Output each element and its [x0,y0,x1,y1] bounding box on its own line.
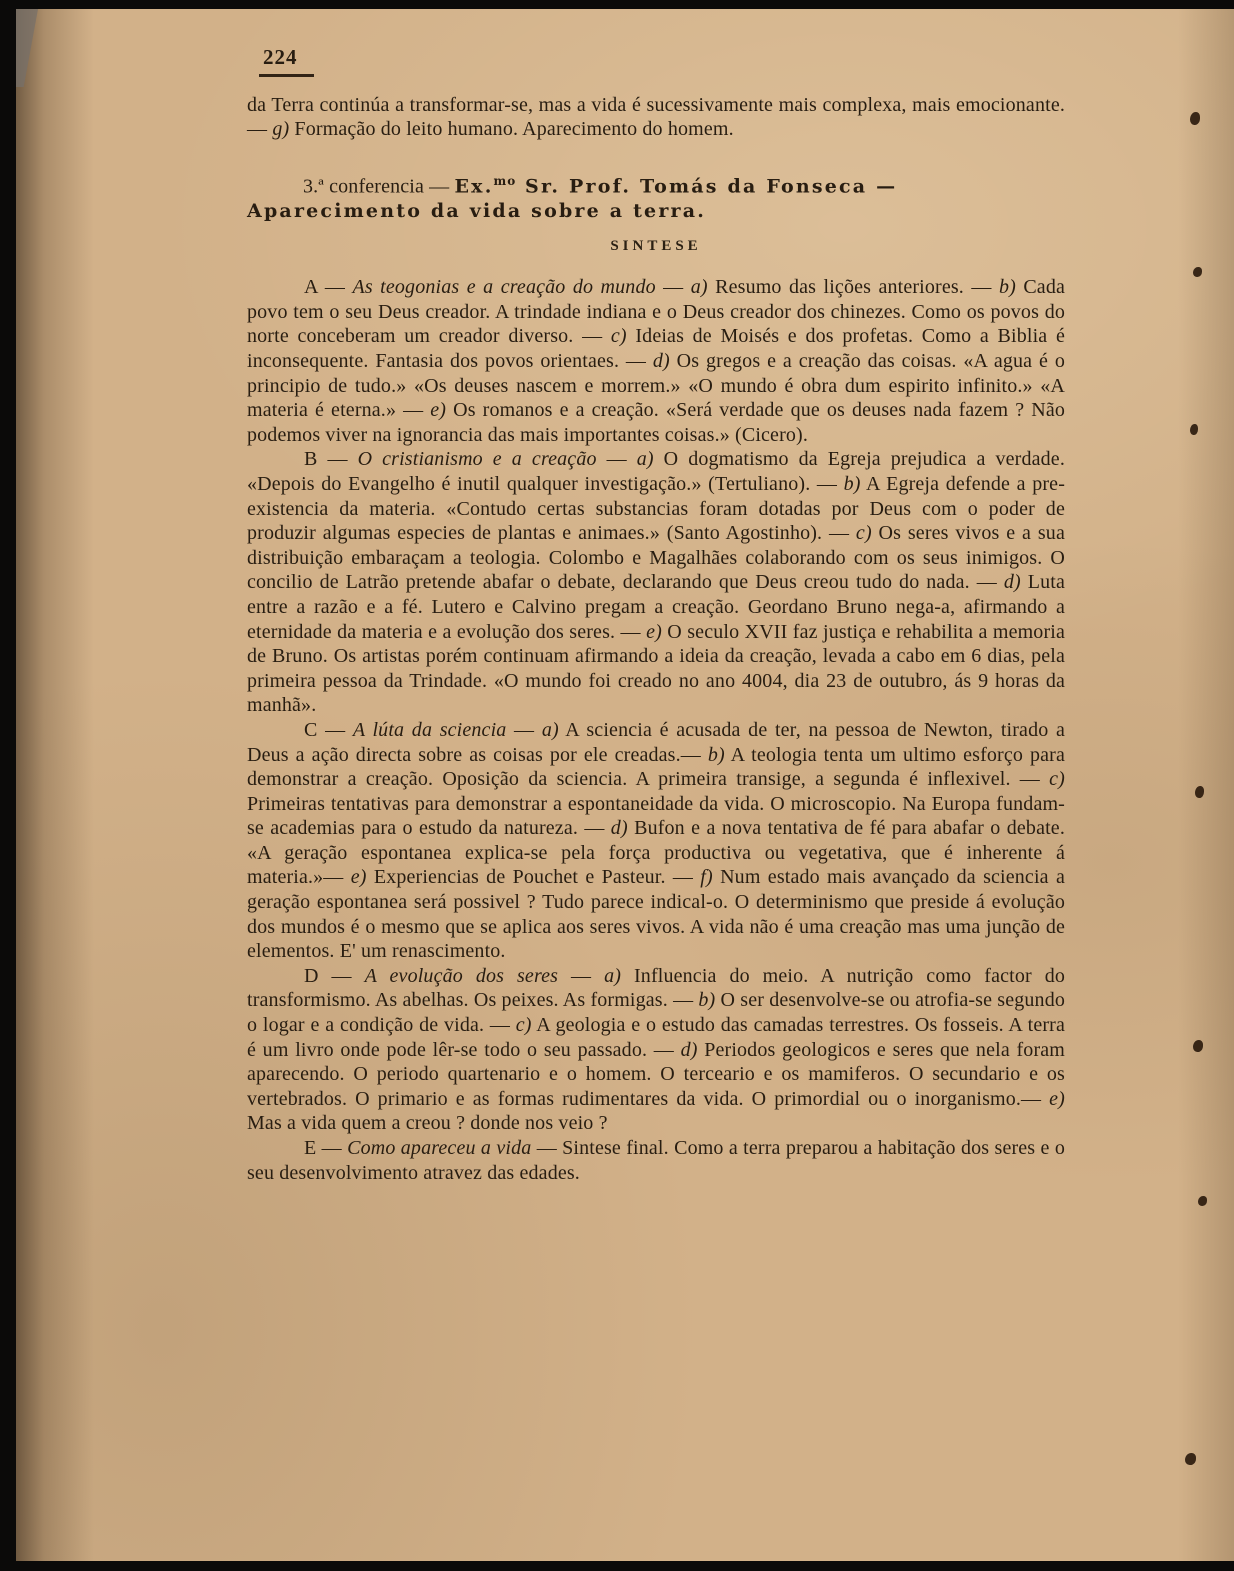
text-segment: Mas a vida quem a creou ? donde nos veio ? [247,1112,608,1135]
synopsis-paragraph-D [247,964,1065,1136]
text-segment: C — [304,718,353,741]
text-segment: b) [998,276,1016,299]
ink-speck [1195,786,1204,798]
text-segment: D — [304,964,365,987]
page-content [247,45,1065,1185]
text-segment: A geologia e o estudo das camadas terrestres. Os fosseis. A terra é um livro onde pode lêr-se todo o seu passado. — [247,1014,1065,1061]
text-segment: A sciencia é acusada de ter, na pessoa de Newton, tirado a Deus a ação directa sobre as coisas por ele creadas.— [247,718,1065,766]
text-segment: O seculo XVII faz justiça e rehabilita a memoria de Bruno. Os artistas porém continuam afirmando a ideia da creação, levada a cabo em 6 dias, pela primeira pessoa da Trindade. «O mundo foi creado no ano 4004, dia 23 de outubro, ás 9 horas da manhã». [247,620,1066,717]
text-segment: a) [690,276,708,299]
text-segment: A — [304,276,353,299]
text-segment: B — [304,448,358,471]
book-binding-shadow [16,9,94,1561]
page-header [247,45,1065,77]
text-segment: A Egreja defende a pre-existencia da materia. «Contudo certas substancias foram dotadas por Deus com o poder de produzir algumas especies de plantas e animaes.» (Santo Agostinho). — [247,472,1065,545]
text-segment: c) [515,1014,532,1037]
scanned-page-paper [16,9,1234,1561]
text-segment: O dogmatismo da Egreja prejudica a verdade. «Depois do Evangelho é inutil qualquer investigação.» (Tertuliano). — [247,448,1065,495]
text-segment: 3.ª conferencia — [303,175,455,198]
text-segment: d) [652,350,670,372]
text-segment: Os seres vivos e a sua distribuição embaraçam a teologia. Colombo e Magalhães colaborando com os seus inimigos. O concilio de Latrão pretende abafar o debate, declarando que Deus creou tudo do nada. — [247,522,1065,594]
text-segment: Influencia do meio. A nutrição como factor do transformismo. As abelhas. Os peixes. As formigas. — [247,964,1066,1012]
text-segment: Os gregos e a creação das coisas. «A agua é o principio de tudo.» «Os deuses nascem e morrem.» «O mundo é obra dum espirito infinito.» «A materia é eterna.» — [247,350,1065,422]
text-segment: c) [1049,768,1065,791]
synthesis-subheading: SINTESE [610,237,702,254]
text-segment: Formação do leito humano. Aparecimento do homem. [289,118,734,141]
text-segment: — [506,718,542,741]
text-segment: A teologia tenta um ultimo esforço para demonstrar a creação. Oposição da sciencia. A primeira transige, a segunda é inflexivel. — [247,743,1065,791]
text-segment: e) [430,399,447,422]
text-segment: Num estado mais avançado da sciencia a geração espontanea será possivel ? Tudo parece indical-o. O determinismo que preside á evolução dos mundos é o mesmo que se aplica aos seres vivos. A vida não é uma creação mas uma junção de elementos. E' um renascimento. [247,866,1065,963]
text-segment: mo [493,173,517,188]
text-segment: — [558,964,605,987]
page-number: 224 [259,45,314,77]
text-segment: c) [610,325,627,348]
text-segment: — [655,276,691,299]
text-segment: b) [698,989,716,1012]
text-segment: Bufon e a nova tentativa de fé para abafar o debate. «A geração espontanea explica-se pela força productiva ou vegetativa, que é inherente á materia.»— [247,817,1065,889]
text-segment: a) [636,448,654,471]
synopsis-paragraph-B [247,447,1065,718]
text-segment: d) [1003,571,1021,594]
text-segment: As teogonias e a creação do mundo [352,276,656,299]
conference-heading-line2 [247,199,1065,224]
text-segment: b) [707,743,725,766]
text-segment: O ser desenvolve-se ou atrofia-se segundo o logar e a condição de vida. — [247,989,1065,1037]
text-segment: — [596,448,637,471]
text-segment: b) [843,472,861,495]
text-segment: A lúta da sciencia [352,718,507,741]
text-segment: Resumo das lições anteriores. — [707,276,999,299]
text-segment: f) [700,866,713,889]
synopsis [247,275,1065,1185]
text-segment: Cada povo tem o seu Deus creador. A trindade indiana e o Deus creador dos chinezes. Como os povos do norte conceberam um creador diverso. — [247,276,1066,348]
text-segment: Aparecimento da vida sobre a terra. [247,200,707,223]
text-segment: Primeiras tentativas para demonstrar a espontaneidade da vida. O microscopio. Na Europa fundam-se academias para o estudo da natureza. — [247,792,1065,840]
text-segment: a) [604,964,622,987]
text-segment: d) [610,817,628,840]
text-segment: e) [646,620,662,643]
text-segment: Experiencias de Pouchet e Pasteur. — [366,866,701,889]
text-segment: d) [680,1038,698,1061]
synopsis-paragraph-A [247,275,1065,447]
text-segment: O cristianismo e a creação [357,448,597,471]
text-segment: Periodos geologicos e seres que nela foram aparecendo. O periodo quartenario e o homem. O terceario e os mamiferos. O secundario e os vertebrados. O primario e as formas rudimentares da vida. O primordial ou o inorganismo.— [247,1038,1066,1110]
intro-paragraph [247,93,1065,142]
text-segment: Luta entre a razão e a fé. Lutero e Calvino pregam a creação. Geordano Bruno nega-a, afirmando a eternidade da materia e a evolução dos seres. — [247,571,1065,643]
text-segment: e) [1049,1087,1065,1110]
text-segment: — Sintese final. Como a terra preparou a habitação dos seres e o seu desenvolvimento atravez das edades. [247,1137,1065,1184]
text-segment: Ex. [454,175,494,198]
text-segment: da Terra continúa a transformar-se, mas a vida é sucessivamente mais complexa, mais emocionante. — [247,93,1065,141]
text-segment: Como apareceu a vida [347,1137,532,1159]
text-segment: Ideias de Moisés e dos profetas. Como a Biblia é inconsequente. Fantasia dos povos orientaes. — [247,325,1065,372]
text-segment: c) [855,522,872,545]
text-segment: g) [272,118,290,141]
text-segment: a) [541,718,559,741]
conference-heading [247,169,1065,224]
text-segment: Sr. Prof. Tomás da Fonseca — [516,175,898,198]
synopsis-paragraph-C [247,718,1065,964]
text-segment: Os romanos e a creação. «Será verdade que os deuses nada fazem ? Não podemos viver na ignorancia das mais importantes coisas.» (Cicero). [247,399,1066,446]
text-segment: A evolução dos seres [364,964,559,987]
conference-heading-line1 [247,169,1065,199]
synopsis-paragraph-E [247,1136,1065,1185]
page-edge-shadow [1178,9,1234,1561]
text-segment: e) [350,866,367,889]
ink-speck [1185,1453,1196,1465]
text-segment: E — [304,1137,348,1159]
